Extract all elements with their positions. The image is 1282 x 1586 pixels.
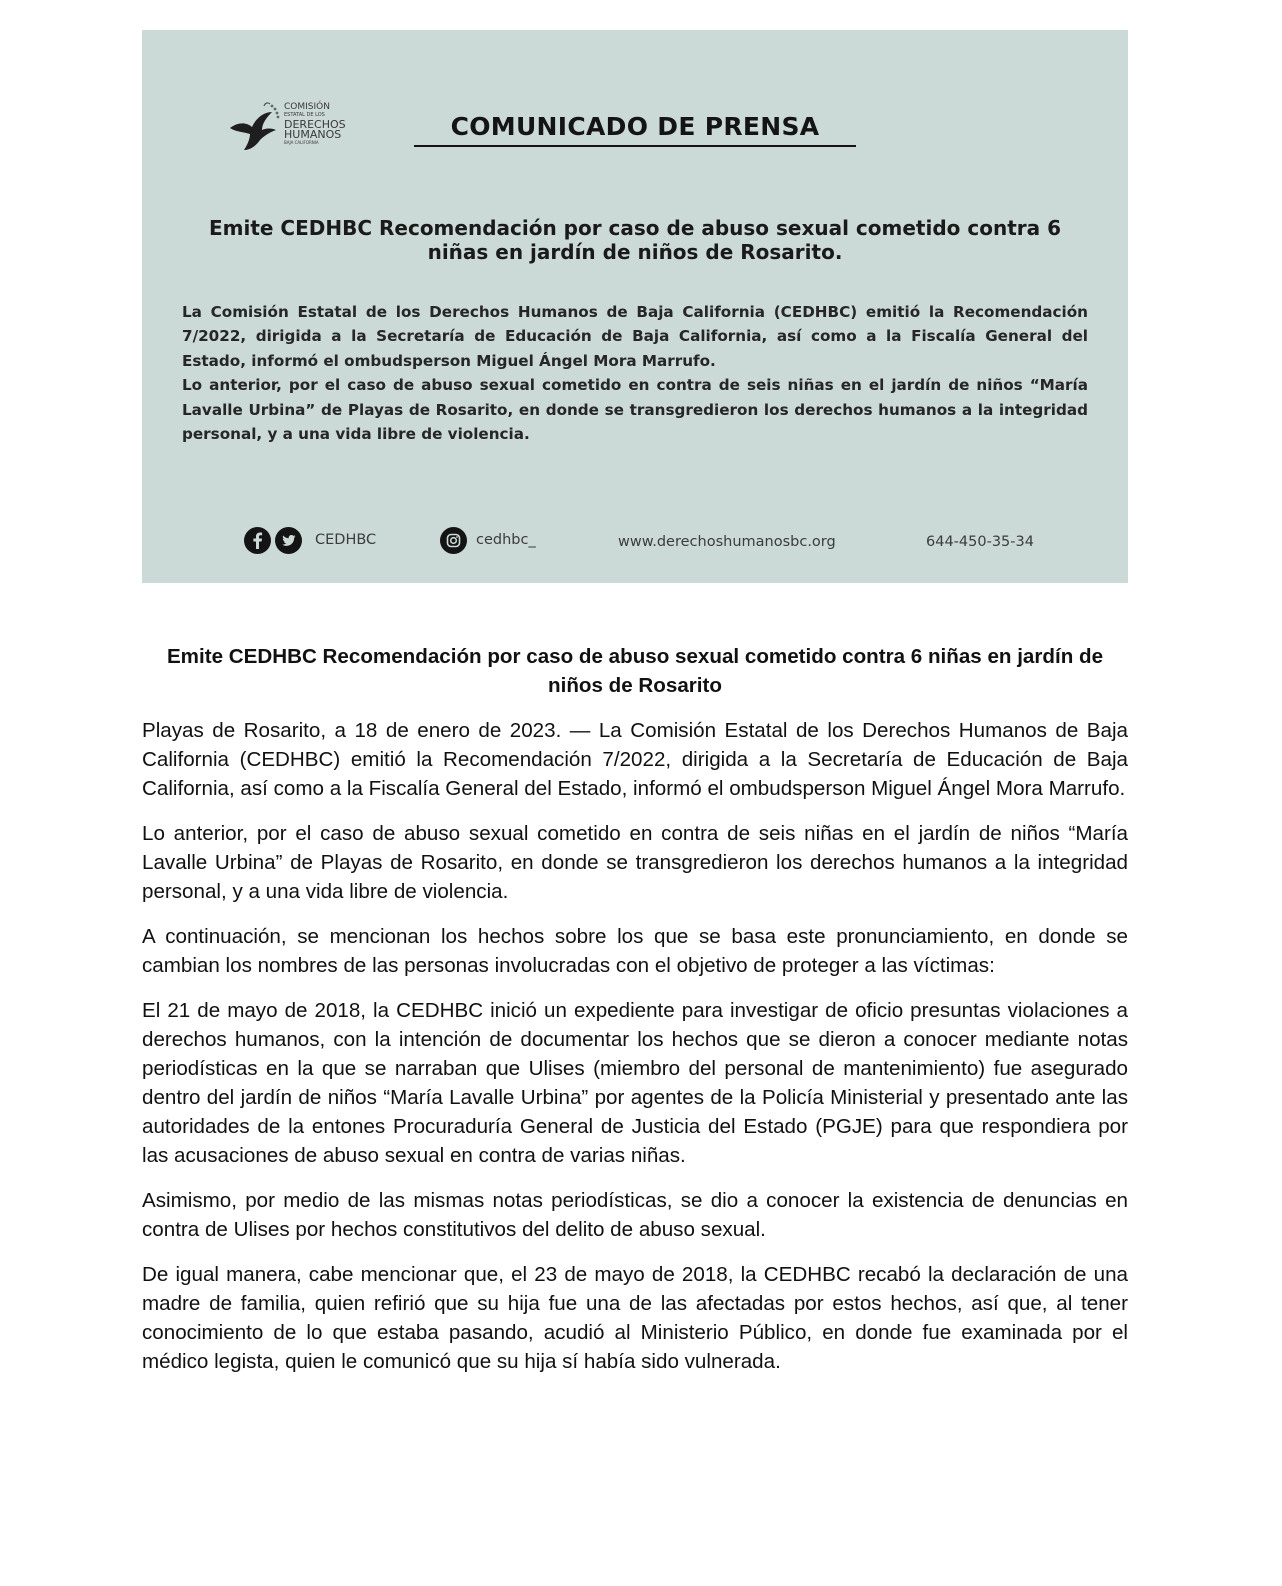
social-instagram[interactable]	[440, 525, 536, 555]
banner-heading: Emite CEDHBC Recomendación por caso de abuso sexual cometido contra 6 niñas en jardín de niños de Rosarito.	[208, 216, 1061, 264]
social-facebook-twitter[interactable]	[244, 525, 376, 555]
logo-line: COMISIÓN	[284, 102, 330, 112]
logo-line: ESTATAL DE LOS	[284, 112, 325, 118]
phone-number: 644-450-35-34	[926, 534, 1034, 550]
body-paragraph: El 21 de mayo de 2018, la CEDHBC inició un expediente para investigar de oficio presuntas violaciones a derechos humanos, con la intención de documentar los hechos que se dieron a conocer mediante notas periodísticas en la que se narraban que Ulises (miembro del personal de mantenimiento) fue asegurado dentro del jardín de niños “María Lavalle Urbina” por agentes de la Policía Ministerial y presentado ante las autoridades de la entones Procuraduría General de Justicia del Estado (PGJE) para que respondiera por las acusaciones de abuso sexual en contra de varias niñas.	[142, 999, 1128, 1167]
body-paragraph: A continuación, se mencionan los hechos sobre los que se basa este pronunciamiento, en donde se cambian los nombres de las personas involucradas con el objetivo de proteger a las víctimas:	[142, 925, 1128, 977]
press-release-title: COMUNICADO DE PRENSA	[414, 112, 856, 147]
banner-footer	[142, 525, 1128, 555]
press-banner	[142, 30, 1128, 583]
facebook-icon[interactable]	[244, 527, 271, 554]
cedhbc-logo	[228, 100, 348, 156]
body-paragraph: Lo anterior, por el caso de abuso sexual cometido en contra de seis niñas en el jardín de niños “María Lavalle Urbina” de Playas de Rosarito, en donde se transgredieron los derechos humanos a la integridad personal, y a una vida libre de violencia.	[142, 822, 1128, 903]
banner-paragraph: La Comisión Estatal de los Derechos Humanos de Baja California (CEDHBC) emitió la Recomendación 7/2022, dirigida a la Secretaría de Educación de Baja California, así como a la Fiscalía General del Estado, informó el ombudsperson Miguel Ángel Mora Marrufo.	[182, 303, 1088, 370]
body-paragraph: De igual manera, cabe mencionar que, el 23 de mayo de 2018, la CEDHBC recabó la declaración de una madre de familia, quien refirió que su hija fue una de las afectadas por estos hechos, así que, al tener conocimiento de lo que estaba pasando, acudió al Ministerio Público, en donde fue examinada por el médico legista, quien le comunicó que su hija sí había sido vulnerada.	[142, 1263, 1128, 1373]
logo-line: DERECHOS	[284, 118, 346, 131]
logo-line: BAJA CALIFORNIA	[284, 140, 319, 145]
body-paragraph: Asimismo, por medio de las mismas notas periodísticas, se dio a conocer la existencia de denuncias en contra de Ulises por hechos constitutivos del delito de abuso sexual.	[142, 1189, 1128, 1241]
document-title: Emite CEDHBC Recomendación por caso de abuso sexual cometido contra 6 niñas en jardín de niños de Rosarito	[166, 645, 1104, 697]
dove-icon	[228, 100, 284, 156]
logo-line: HUMANOS	[284, 128, 342, 141]
social-handle: CEDHBC	[315, 532, 377, 548]
website-link[interactable]: www.derechoshumanosbc.org	[618, 534, 836, 550]
banner-paragraph: Lo anterior, por el caso de abuso sexual cometido en contra de seis niñas en el jardín de niños “María Lavalle Urbina” de Playas de Rosarito, en donde se transgredieron los derechos humanos a la integridad personal, y a una vida libre de violencia.	[182, 376, 1088, 444]
instagram-icon[interactable]	[440, 527, 467, 554]
body-paragraph: Playas de Rosarito, a 18 de enero de 2023. — La Comisión Estatal de los Derechos Humanos de Baja California (CEDHBC) emitió la Recomendación 7/2022, dirigida a la Secretaría de Educación de Baja California, así como a la Fiscalía General del Estado, informó el ombudsperson Miguel Ángel Mora Marrufo.	[142, 719, 1128, 800]
instagram-handle: cedhbc_	[476, 532, 536, 548]
document-body	[142, 716, 1128, 1392]
twitter-icon[interactable]	[275, 527, 302, 554]
banner-summary	[182, 300, 1088, 446]
